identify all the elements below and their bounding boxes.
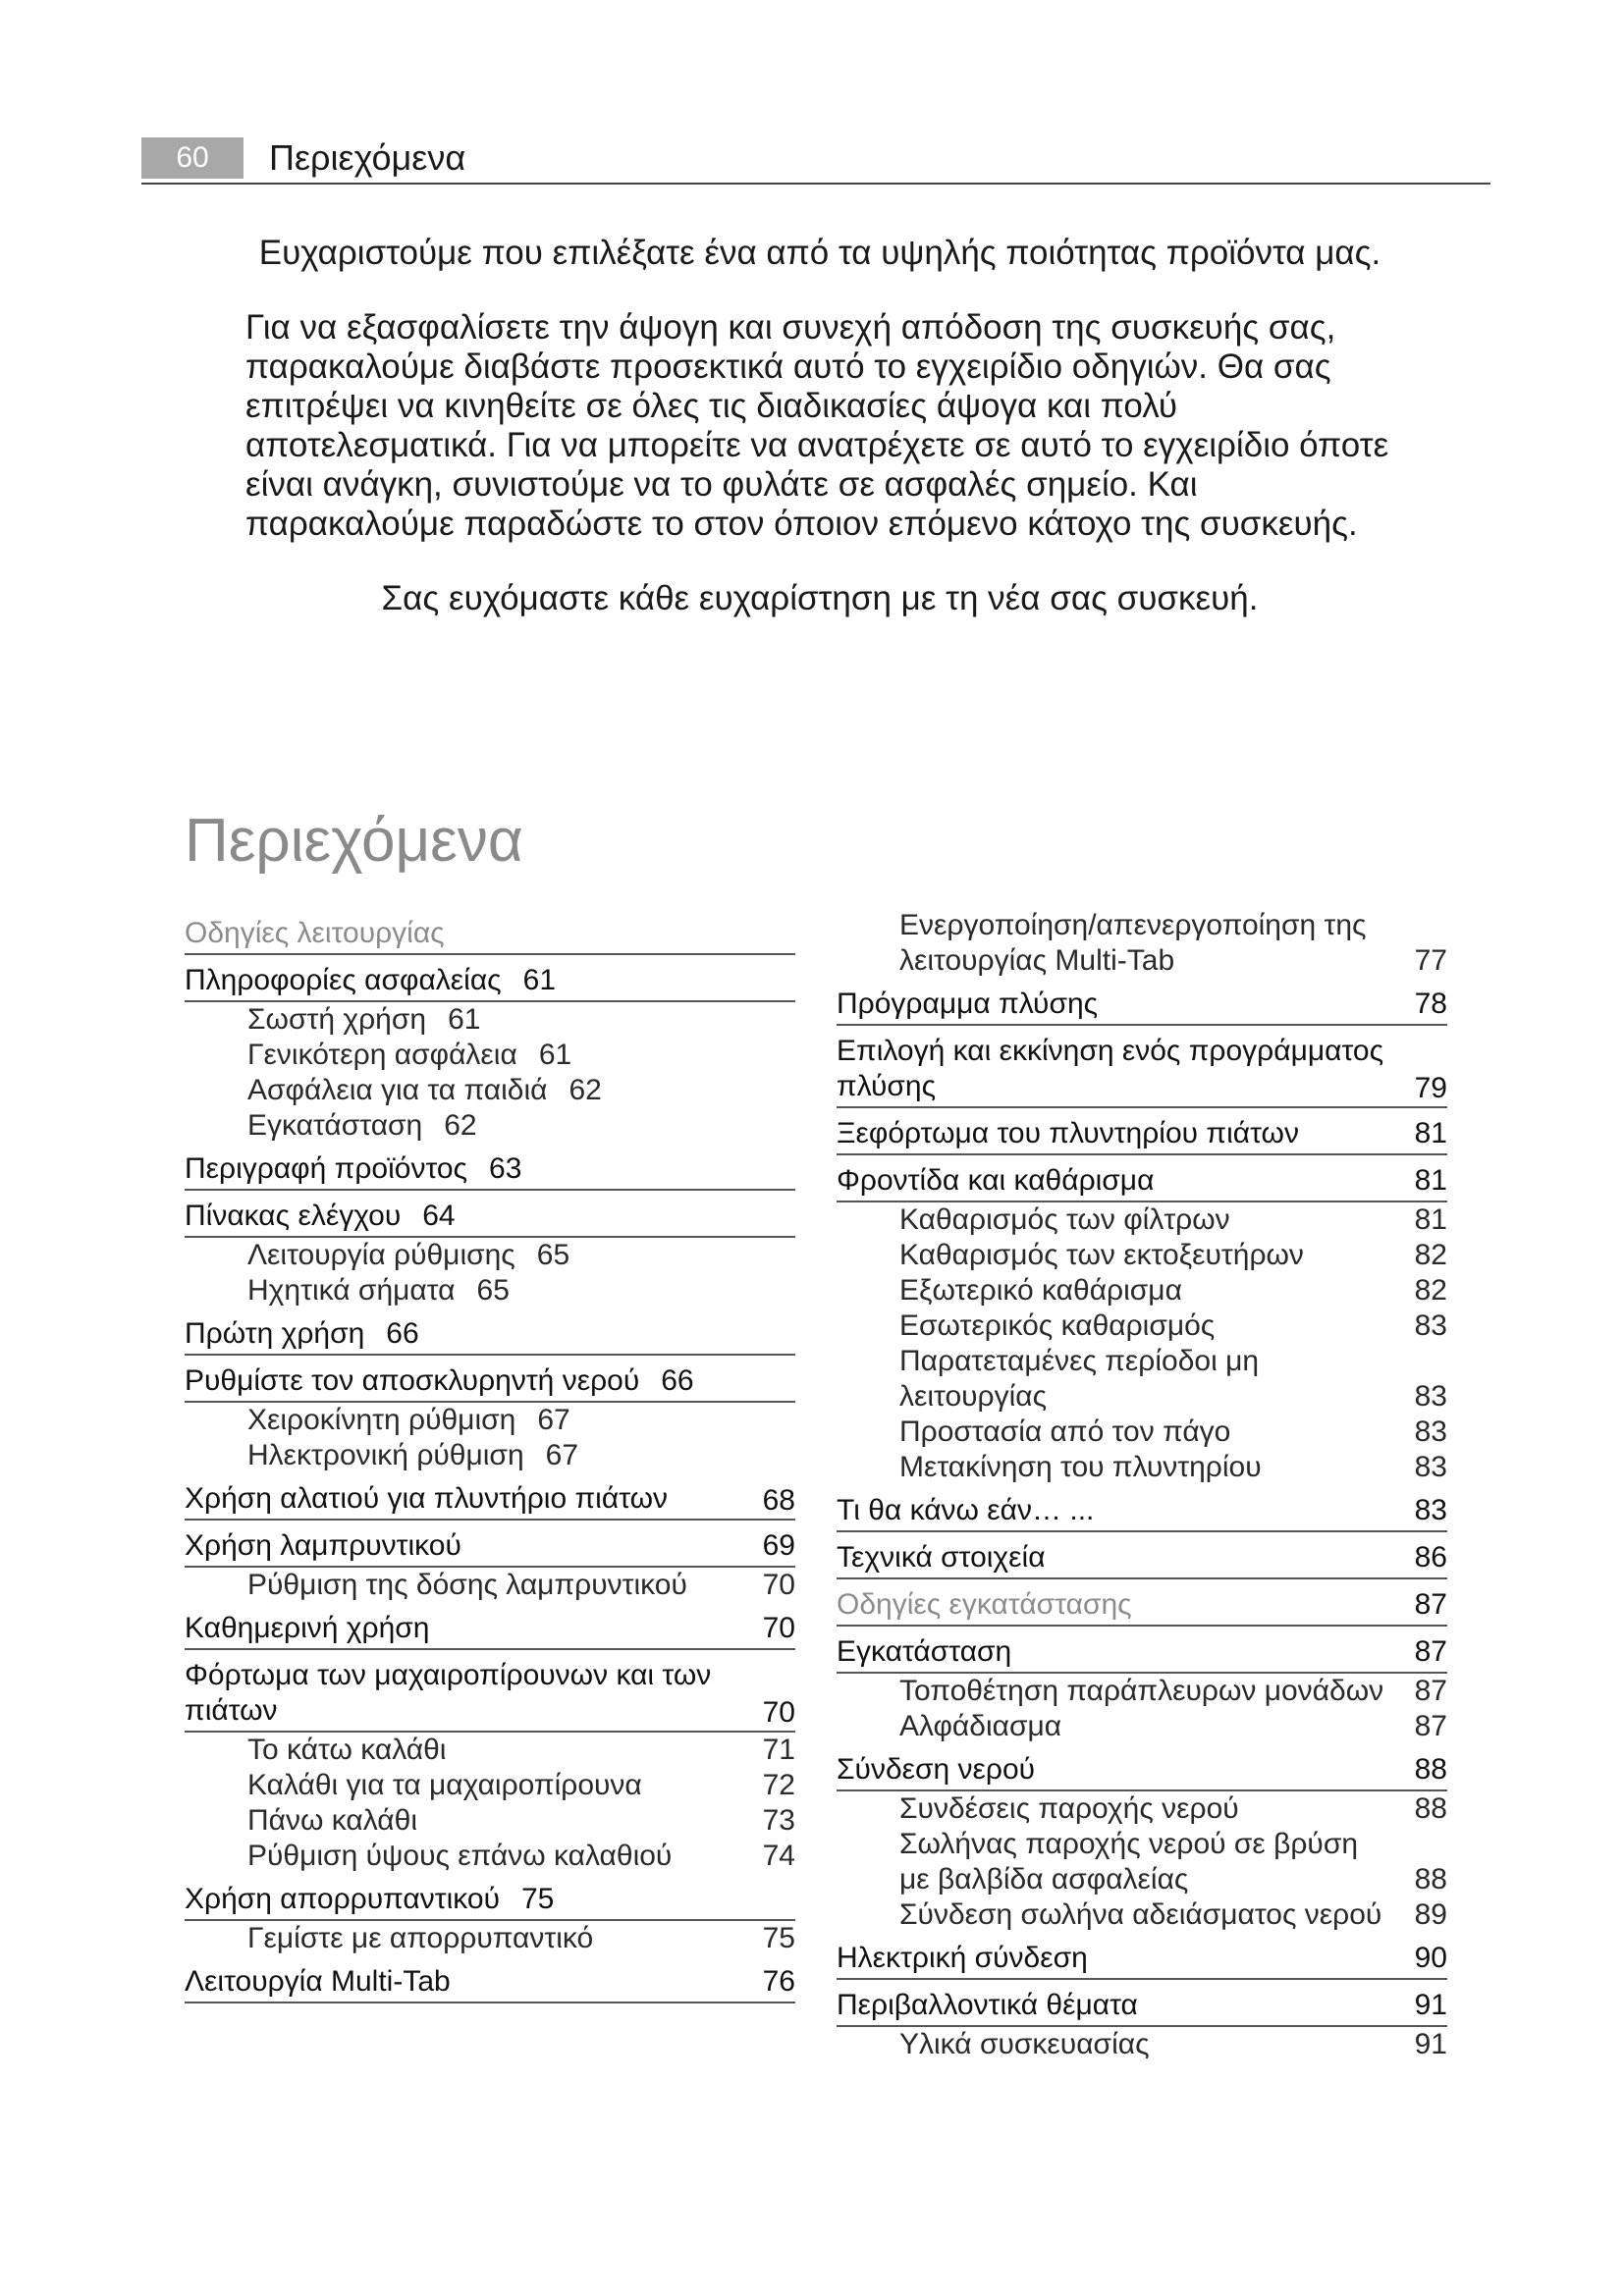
toc-entry-page: 77 xyxy=(1414,944,1447,977)
toc-title: Περιεχόμενα xyxy=(185,807,523,875)
toc-entry[interactable] xyxy=(185,1473,795,1521)
toc-entry-text: Ξεφόρτωμα του πλυντηρίου πιάτων xyxy=(837,1117,1299,1149)
toc-entry-text: Εγκατάσταση xyxy=(837,1635,1012,1668)
toc-entry-page: 83 xyxy=(1414,1494,1447,1526)
toc-subentry[interactable] xyxy=(837,1791,1447,1827)
toc-entry[interactable] xyxy=(837,1744,1447,1791)
toc-entry-page: 61 xyxy=(522,964,557,996)
toc-entry-text: Γεμίστε με απορρυπαντικό xyxy=(247,1922,594,1954)
toc-entry-text: Τεχνικά στοιχεία xyxy=(837,1541,1046,1574)
toc-entry-text: Πίνακας ελέγχου xyxy=(185,1200,402,1232)
toc-entry[interactable] xyxy=(185,1356,795,1403)
toc-entry-page: 87 xyxy=(1414,1635,1447,1668)
toc-entry-page: 87 xyxy=(1414,1588,1447,1621)
toc-entry[interactable] xyxy=(837,1933,1447,1980)
toc-subentry[interactable] xyxy=(185,1568,795,1603)
toc-entry[interactable] xyxy=(185,1650,795,1733)
toc-subentry[interactable] xyxy=(837,1709,1447,1744)
toc-entry-text: Καθημερινή χρήση xyxy=(185,1612,430,1644)
toc-entry-text: Περιβαλλοντικά θέματα xyxy=(837,1989,1138,2021)
toc-subentry[interactable] xyxy=(837,1450,1447,1485)
toc-entry[interactable] xyxy=(837,1627,1447,1674)
toc-entry-page: 68 xyxy=(762,1484,795,1517)
toc-entry-page: 66 xyxy=(661,1364,694,1397)
toc-entry-text: Χειροκίνητη ρύθμιση xyxy=(247,1404,516,1436)
toc-entry-text: Ενεργοποίηση/απενεργοποίηση της λειτουργίας Multi-Tab xyxy=(899,909,1367,977)
toc-entry-text: Πάνω καλάθι xyxy=(247,1804,417,1837)
toc-column-right xyxy=(837,908,1447,2062)
toc-entry-text: Οδηγίες λειτουργίας xyxy=(185,917,445,949)
toc-entry[interactable] xyxy=(837,979,1447,1026)
toc-entry-text: Πληροφορίες ασφαλείας xyxy=(185,964,502,996)
toc-subentry[interactable] xyxy=(185,1403,795,1438)
toc-entry-text: Πρόγραμμα πλύσης xyxy=(837,988,1099,1020)
toc-entry-text: Σύνδεση σωλήνα αδειάσματος νερού xyxy=(899,1898,1382,1931)
toc-subentry[interactable] xyxy=(837,1827,1447,1897)
toc-subentry[interactable] xyxy=(837,1308,1447,1344)
toc-subentry[interactable] xyxy=(837,1238,1447,1273)
toc-entry-text: Εξωτερικό καθάρισμα xyxy=(899,1274,1182,1307)
toc-entry-page: 83 xyxy=(1414,1451,1447,1483)
toc-entry-page: 61 xyxy=(538,1039,572,1071)
toc-entry-page: 74 xyxy=(762,1840,795,1872)
toc-subentry[interactable] xyxy=(185,1002,795,1038)
toc-entry[interactable] xyxy=(185,1956,795,2003)
toc-entry-page: 72 xyxy=(762,1769,795,1801)
toc-subentry[interactable] xyxy=(837,1202,1447,1238)
toc-entry-page: 73 xyxy=(762,1804,795,1837)
toc-entry-text: Πρώτη χρήση xyxy=(185,1317,365,1350)
toc-entry[interactable] xyxy=(185,1191,795,1238)
toc-entry-page: 83 xyxy=(1414,1380,1447,1413)
toc-entry-page: 83 xyxy=(1414,1415,1447,1448)
toc-entry-page: 67 xyxy=(537,1404,570,1436)
page-header xyxy=(141,137,1490,185)
toc-entry-page: 67 xyxy=(545,1439,579,1471)
toc-entry-text: Το κάτω καλάθι xyxy=(247,1734,447,1766)
toc-column-left xyxy=(185,908,795,2003)
toc-entry[interactable] xyxy=(185,1603,795,1650)
toc-subentry[interactable] xyxy=(185,1438,795,1473)
toc-entry-page: 79 xyxy=(1414,1072,1447,1104)
toc-entry[interactable] xyxy=(837,1532,1447,1579)
toc-entry-text: Παρατεταμένες περίοδοι μη λειτουργίας xyxy=(899,1345,1260,1413)
toc-entry-text: Συνδέσεις παροχής νερού xyxy=(899,1792,1239,1825)
toc-entry-page: 87 xyxy=(1414,1710,1447,1742)
toc-entry-page: 75 xyxy=(762,1922,795,1954)
toc-entry-page: 65 xyxy=(536,1239,570,1271)
toc-subentry[interactable] xyxy=(185,1803,795,1839)
toc-entry-text: Καθαρισμός των εκτοξευτήρων xyxy=(899,1239,1304,1271)
intro xyxy=(245,234,1394,618)
toc-entry-page: 88 xyxy=(1414,1792,1447,1825)
toc-entry-page: 86 xyxy=(1414,1541,1447,1574)
toc-entry-text: Τι θα κάνω εάν… ... xyxy=(837,1494,1095,1526)
toc-entry-text: Σύνδεση νερού xyxy=(837,1753,1036,1786)
toc-entry-text: Χρήση αλατιού για πλυντήριο πιάτων xyxy=(185,1482,669,1515)
toc-entry-page: 91 xyxy=(1414,2028,1447,2060)
toc-entry-text: Καλάθι για τα μαχαιροπίρουνα xyxy=(247,1769,642,1801)
toc-subentry[interactable] xyxy=(185,1839,795,1874)
toc-entry-text: Γενικότερη ασφάλεια xyxy=(247,1039,517,1071)
toc-subentry[interactable] xyxy=(837,2027,1447,2062)
toc-entry-page: 88 xyxy=(1414,1863,1447,1896)
toc-subentry[interactable] xyxy=(837,1674,1447,1709)
toc-entry-text: Λειτουργία Multi-Tab xyxy=(185,1965,451,1998)
toc-entry-text: Ρύθμιση της δόσης λαμπρυντικού xyxy=(247,1569,687,1601)
toc-entry-text: Φροντίδα και καθάρισμα xyxy=(837,1164,1155,1197)
toc-entry-page: 63 xyxy=(489,1152,522,1185)
toc-entry-text: Φόρτωμα των μαχαιροπίρουνων και των πιάτων xyxy=(185,1659,712,1727)
toc-entry-text: Μετακίνηση του πλυντηρίου xyxy=(899,1451,1262,1483)
toc-entry-page: 81 xyxy=(1414,1203,1447,1236)
toc-entry-page: 91 xyxy=(1414,1989,1447,2021)
toc-entry-text: Τοποθέτηση παράπλευρων μονάδων xyxy=(899,1675,1384,1707)
toc-entry-page: 62 xyxy=(444,1109,477,1142)
toc-subentry[interactable] xyxy=(837,1415,1447,1450)
toc-entry-text: Ασφάλεια για τα παιδιά xyxy=(247,1074,548,1106)
toc-subentry[interactable] xyxy=(185,1768,795,1803)
toc-entry[interactable] xyxy=(837,1026,1447,1108)
toc-entry[interactable] xyxy=(837,1155,1447,1202)
toc-entry-text: Ηλεκτρική σύνδεση xyxy=(837,1942,1088,1974)
toc-subentry[interactable] xyxy=(185,1921,795,1956)
intro-thanks: Ευχαριστούμε που επιλέξατε ένα από τα υψηλής ποιότητας προϊόντα μας. xyxy=(258,234,1381,272)
page-number: 60 xyxy=(141,137,244,179)
toc-subentry[interactable] xyxy=(185,1273,795,1308)
toc-entry-text: Αλφάδιασμα xyxy=(899,1710,1062,1742)
toc-entry-page: 65 xyxy=(476,1274,510,1307)
toc-entry-page: 69 xyxy=(762,1529,795,1562)
toc-subentry[interactable] xyxy=(837,908,1447,979)
toc-entry-text: Σωστή χρήση xyxy=(247,1003,427,1036)
toc-entry-text: Περιγραφή προϊόντος xyxy=(185,1152,468,1185)
toc-entry[interactable] xyxy=(185,1521,795,1568)
toc-entry[interactable] xyxy=(837,1108,1447,1155)
toc-entry-text: Χρήση λαμπρυντικού xyxy=(185,1529,461,1562)
intro-wish: Σας ευχόμαστε κάθε ευχαρίστηση με τη νέα σας συσκευή. xyxy=(381,579,1259,617)
toc-subentry[interactable] xyxy=(837,1273,1447,1308)
toc-entry-page: 81 xyxy=(1414,1117,1447,1149)
toc-subentry[interactable] xyxy=(185,1038,795,1073)
toc-entry-page: 82 xyxy=(1414,1274,1447,1307)
toc-entry-page: 66 xyxy=(386,1317,419,1350)
toc-entry-page: 87 xyxy=(1414,1675,1447,1707)
toc-entry-text: Οδηγίες εγκατάστασης xyxy=(837,1588,1132,1621)
toc-entry-text: Σωλήνας παροχής νερού σε βρύση με βαλβίδα ασφαλείας xyxy=(899,1828,1359,1896)
toc-entry-text: Εγκατάσταση xyxy=(247,1109,423,1142)
toc-entry[interactable] xyxy=(185,1874,795,1921)
toc-entry-text: Εσωτερικός καθαρισμός xyxy=(899,1309,1216,1342)
toc-entry-text: Υλικά συσκευασίας xyxy=(899,2028,1150,2060)
toc-entry-text: Ρύθμιση ύψους επάνω καλαθιού xyxy=(247,1840,673,1872)
toc-entry-text: Ηχητικά σήματα xyxy=(247,1274,456,1307)
toc-entry-page: 70 xyxy=(762,1696,795,1729)
toc-entry-text: Προστασία από τον πάγο xyxy=(899,1415,1231,1448)
toc-entry[interactable] xyxy=(185,1144,795,1191)
header-title: Περιεχόμενα xyxy=(269,137,466,178)
toc-entry-page: 76 xyxy=(762,1965,795,1998)
toc-subentry[interactable] xyxy=(185,1073,795,1108)
toc-entry-page: 78 xyxy=(1414,988,1447,1020)
toc-entry-page: 62 xyxy=(568,1074,602,1106)
toc-entry[interactable] xyxy=(185,1308,795,1356)
toc-entry[interactable] xyxy=(837,1485,1447,1532)
toc-entry-text: Καθαρισμός των φίλτρων xyxy=(899,1203,1230,1236)
toc-entry-page: 82 xyxy=(1414,1239,1447,1271)
toc-entry[interactable] xyxy=(837,1980,1447,2027)
toc-entry-page: 83 xyxy=(1414,1309,1447,1342)
toc-entry-page: 89 xyxy=(1414,1898,1447,1931)
intro-body: Για να εξασφαλίσετε την άψογη και συνεχή απόδοση της συσκευής σας, παρακαλούμε διαβάστε προσεκτικά αυτό το εγχειρίδιο οδηγιών. Θα σας επιτρέψει να κινηθείτε σε όλες τις διαδικασίες άψογα και πολύ αποτελεσματικά. Για να μπορείτε να ανατρέχετε σε αυτό το εγχειρίδιο όποτε είναι ανάγκη, συνιστούμε να το φυλάτε σε ασφαλές σημείο. Και παρακαλούμε παραδώστε το στον όποιον επόμενο κάτοχο της συσκευής. xyxy=(245,308,1389,543)
toc-entry-page: 61 xyxy=(448,1003,481,1036)
toc-entry-page: 70 xyxy=(762,1569,795,1601)
toc-entry-text: Λειτουργία ρύθμισης xyxy=(247,1239,515,1271)
toc-entry-text: Επιλογή και εκκίνηση ενός προγράμματος πλύσης xyxy=(837,1035,1384,1102)
toc-entry-page: 90 xyxy=(1414,1942,1447,1974)
toc-entry[interactable] xyxy=(185,955,795,1002)
toc-entry-page: 64 xyxy=(422,1200,456,1232)
toc-section[interactable] xyxy=(185,908,795,955)
toc-entry-page: 88 xyxy=(1414,1753,1447,1786)
toc-entry-page: 71 xyxy=(762,1734,795,1766)
toc-section[interactable] xyxy=(837,1579,1447,1627)
toc-subentry[interactable] xyxy=(837,1344,1447,1415)
toc-subentry[interactable] xyxy=(837,1897,1447,1933)
toc-entry-text: Ρυθμίστε τον αποσκλυρηντή νερού xyxy=(185,1364,640,1397)
toc-entry-page: 81 xyxy=(1414,1164,1447,1197)
toc-entry-text: Ηλεκτρονική ρύθμιση xyxy=(247,1439,524,1471)
toc-subentry[interactable] xyxy=(185,1733,795,1768)
toc-subentry[interactable] xyxy=(185,1108,795,1144)
toc-entry-text: Χρήση απορρυπαντικού xyxy=(185,1883,500,1915)
toc-entry-page: 75 xyxy=(521,1883,555,1915)
toc-entry-page: 70 xyxy=(762,1612,795,1644)
toc-subentry[interactable] xyxy=(185,1238,795,1273)
